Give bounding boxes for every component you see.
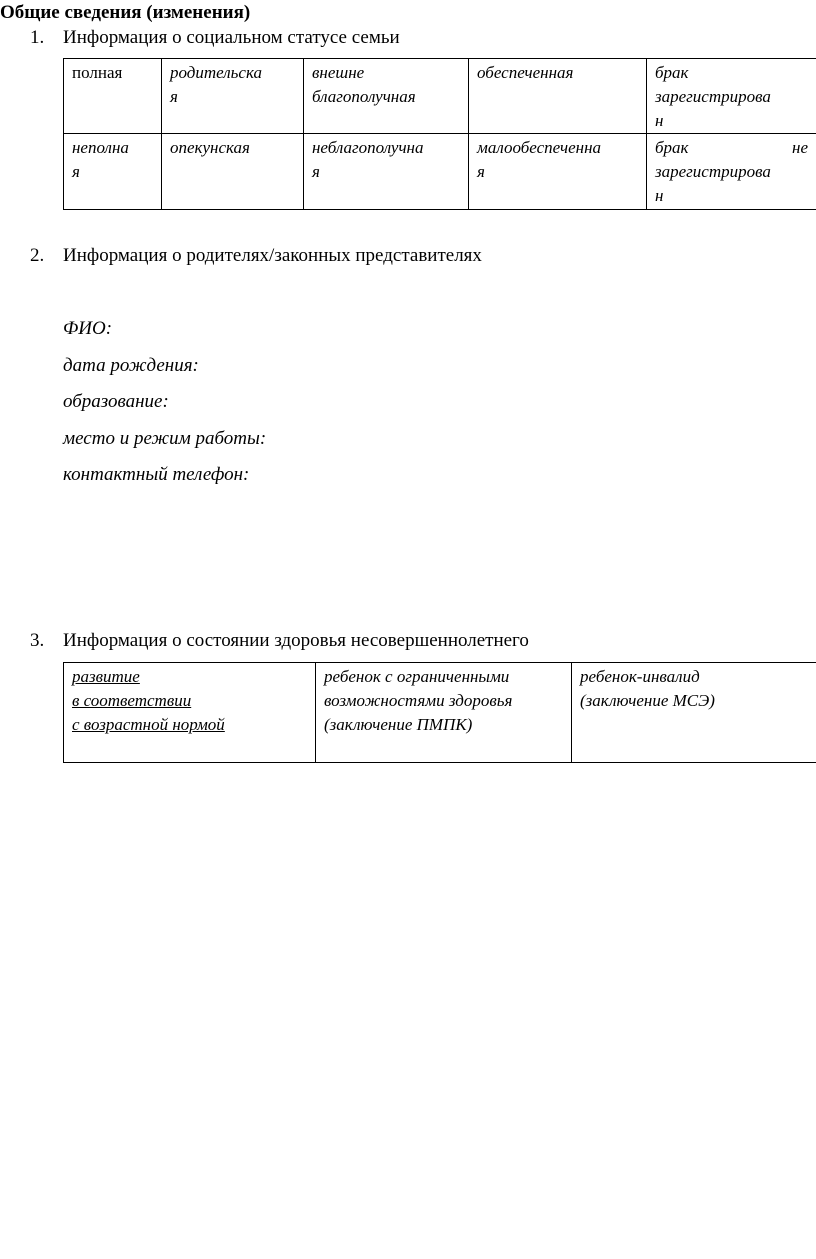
section-number: 3. — [30, 630, 45, 651]
cell-text: н — [655, 111, 664, 130]
cell-text: опекунская — [170, 138, 250, 157]
social-status-table — [63, 58, 816, 210]
cell-text: ребенок с ограниченными — [324, 667, 510, 686]
field-phone: контактный телефон: — [63, 464, 250, 485]
field-full-name: ФИО: — [63, 318, 113, 339]
cell-text: я — [477, 162, 485, 181]
cell-text: н — [655, 186, 664, 205]
cell-text: внешне — [312, 63, 365, 82]
section-number: 1. — [30, 27, 45, 48]
field-birth-date: дата рождения: — [63, 355, 199, 376]
cell-dysfunctional — [304, 134, 469, 210]
section-heading-social-status — [30, 27, 400, 49]
cell-text: малообеспеченна — [477, 138, 602, 157]
cell-text: родительска — [170, 63, 262, 82]
cell-incomplete-family — [64, 134, 162, 210]
cell-text: (заключение МСЭ) — [580, 691, 715, 710]
cell-text: возможностями здоровья — [324, 691, 513, 710]
field-education: образование: — [63, 391, 169, 412]
cell-disabled-child — [572, 663, 816, 763]
cell-text: брак не — [655, 138, 808, 157]
cell-text: я — [170, 87, 178, 106]
section-heading-text: Информация о социальном статусе семьи — [63, 27, 400, 48]
cell-text: ребенок-инвалид — [580, 667, 700, 686]
section-heading-health — [30, 630, 529, 652]
cell-well-off — [469, 59, 647, 134]
cell-text: брак — [655, 63, 689, 82]
cell-text: я — [312, 162, 320, 181]
table-row — [64, 663, 816, 763]
cell-text: неполна — [72, 138, 129, 157]
cell-guardian — [162, 134, 304, 210]
cell-outwardly-prosperous — [304, 59, 469, 134]
table-row — [64, 134, 816, 210]
cell-text: я — [72, 162, 80, 181]
cell-text: в соответствии — [72, 691, 192, 710]
cell-text: зарегистрирова — [655, 87, 771, 106]
section-heading-text: Информация о состоянии здоровья несовершеннолетнего — [63, 630, 529, 651]
cell-marriage-registered — [647, 59, 816, 134]
cell-text: благополучная — [312, 87, 416, 106]
cell-text: полная — [72, 63, 123, 82]
page-title: Общие сведения (изменения) — [0, 2, 251, 23]
cell-text: с возрастной нормой — [72, 715, 225, 734]
health-status-table — [63, 662, 816, 763]
cell-text: неблагополучна — [312, 138, 424, 157]
cell-limited-health — [316, 663, 572, 763]
cell-low-income — [469, 134, 647, 210]
field-workplace: место и режим работы: — [63, 428, 267, 449]
section-heading-text: Информация о родителях/законных представителях — [63, 245, 482, 266]
cell-text: зарегистрирова — [655, 162, 771, 181]
cell-full-family — [64, 59, 162, 134]
section-number: 2. — [30, 245, 45, 266]
cell-text: (заключение ПМПК) — [324, 715, 473, 734]
cell-parental — [162, 59, 304, 134]
table-row — [64, 59, 816, 134]
cell-marriage-not-registered — [647, 134, 816, 210]
section-heading-parents — [30, 245, 482, 267]
cell-normal-development — [64, 663, 316, 763]
cell-text: обеспеченная — [477, 63, 574, 82]
cell-text: развитие — [72, 667, 140, 686]
